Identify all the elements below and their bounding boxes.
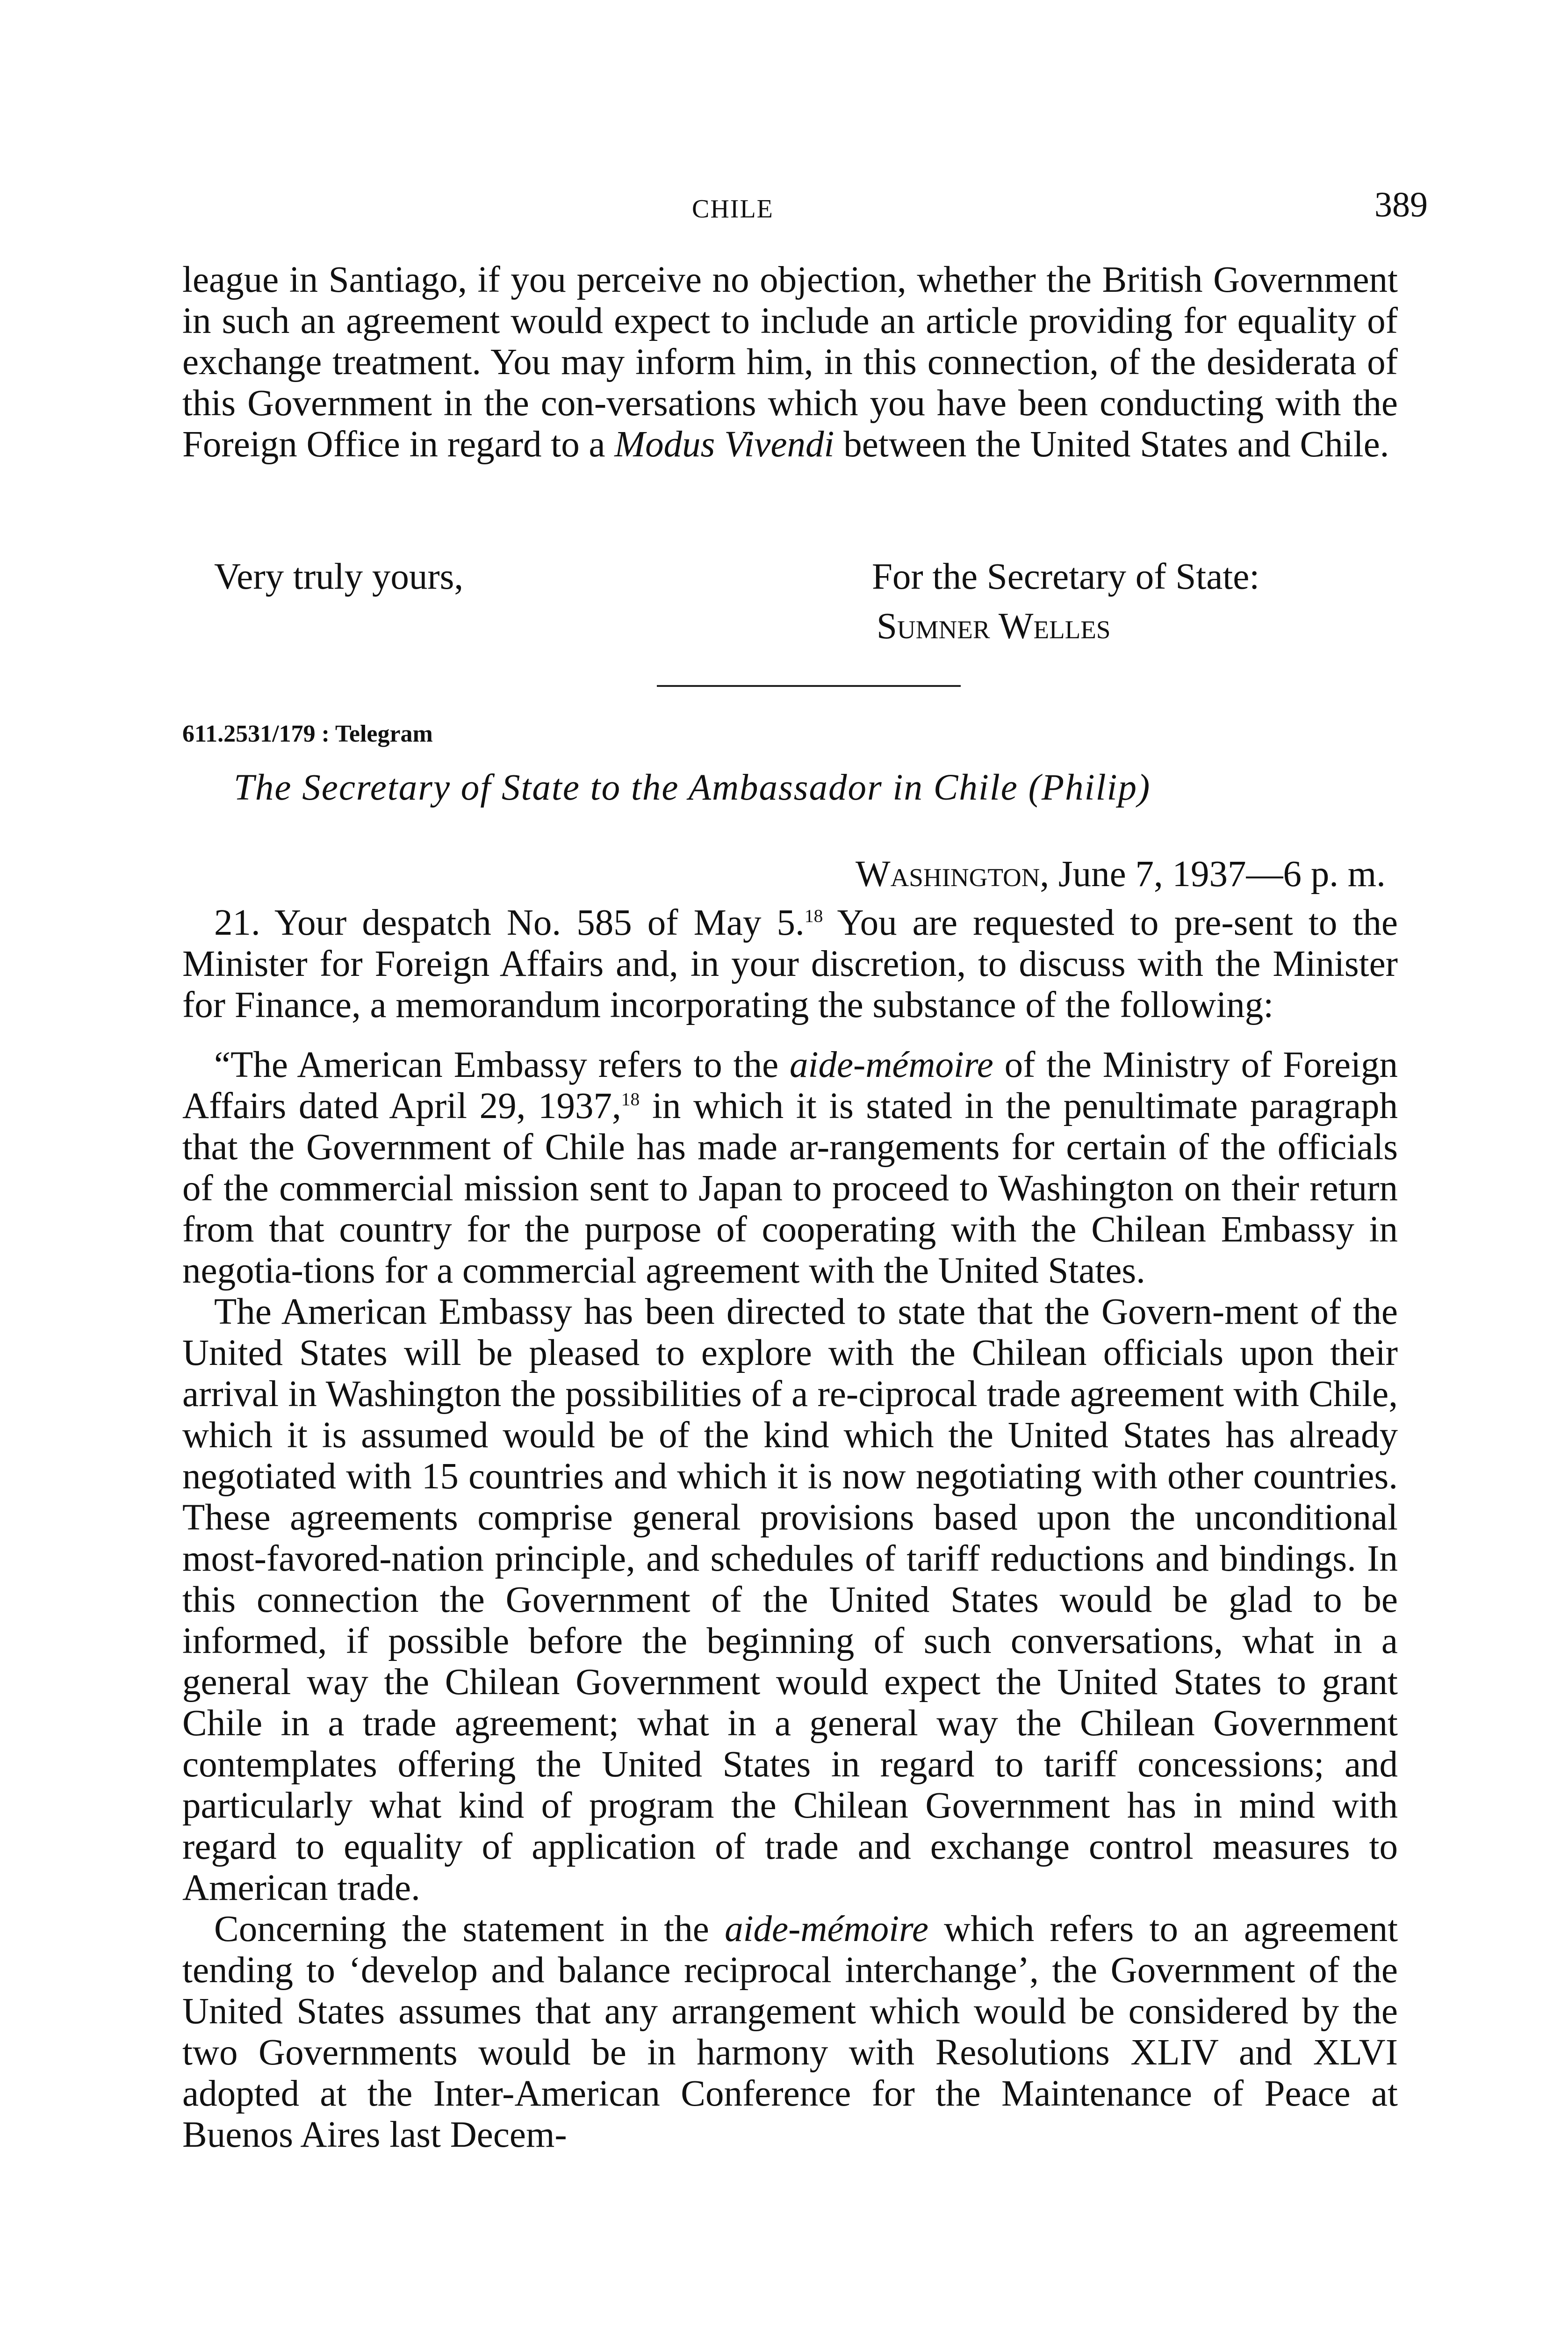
quote1-rest: in which it is stated in the penultimate paragraph that the Government of Chile has made ar-rangements for certain of the officials of the commercial mission sent to Japan to proceed to Washington on their return from that country for the purpose of cooperating with the Chilean Embassy in negotia-tions for a commercial agreement with the United States. bbox=[182, 1086, 1398, 1291]
signature: Sumner Welles bbox=[877, 606, 1111, 647]
for-secretary-line: For the Secretary of State: bbox=[872, 556, 1260, 597]
intro-text-end: between the United States and Chile. bbox=[843, 424, 1389, 465]
aide-memoire-phrase: aide-mémoire bbox=[725, 1909, 928, 1949]
intro-paragraph bbox=[182, 260, 1398, 465]
quote-paragraph-1 bbox=[182, 1045, 1398, 1292]
quote2-text: The American Embassy has been directed to state that the Govern-ment of the United States will be pleased to explore with the Chilean officials upon their arrival in Washington the possibilities of a re-ciprocal trade agreement with Chile, which it is assumed would be of the kind which the United States has already negotiated with 15 countries and which it is now negotiating with other countries. These agreements comprise general provisions based upon the unconditional most-favored-nation principle, and schedules of tariff reductions and bindings. In this connection the Government of the United States would be glad to be informed, if possible before the beginning of such conversations, what in a general way the Chilean Government would expect the United States to grant Chile in a trade agreement; what in a general way the Chilean Government contemplates offering the United States in regard to tariff concessions; and particularly what kind of program the Chilean Government has in mind with regard to equality of application of trade and exchange control measures to American trade. bbox=[182, 1292, 1398, 1908]
intro-text: league in Santiago, if you perceive no objection, whether the British Government in such an agreement would expect to include an article providing for equality of exchange treatment. You may inform him, in this connection, of the desiderata of this Government in the con-versations which you have been conducting with the Foreign Office in regard to a bbox=[182, 260, 1398, 465]
quote1-mid: of the Ministry of Foreign Affairs dated April 29, 1937, bbox=[182, 1045, 1398, 1126]
quote-paragraph-2 bbox=[182, 1292, 1398, 1909]
aide-memoire-phrase: aide-mémoire bbox=[790, 1045, 993, 1085]
dateline-place: Washington, bbox=[856, 854, 1050, 895]
telegram-body bbox=[182, 902, 1398, 2156]
footnote-marker: 18 bbox=[621, 1089, 640, 1110]
dateline bbox=[856, 853, 1386, 895]
quote3-rest: which refers to an agreement tending to ‘develop and balance reciprocal interchange’, the Government of the United States assumes that any arrangement which would be considered by the two Governments would be in harmony with Resolutions XLIV and XLVI adopted at the Inter-American Conference for the Maintenance of Peace at Buenos Aires last Decem- bbox=[182, 1909, 1398, 2155]
quote-paragraph-3 bbox=[182, 1909, 1398, 2156]
telegram-paragraph-1 bbox=[182, 902, 1398, 1026]
salutation: Very truly yours, bbox=[214, 556, 464, 597]
dateline-date: June 7, 1937—6 p. m. bbox=[1058, 854, 1386, 895]
modus-vivendi-phrase: Modus Vivendi bbox=[614, 424, 834, 465]
telegram-p1-rest: You are requested to pre-sent to the Minister for Foreign Affairs and, in your discretion, to discuss with the Minister for Finance, a memorandum incorporating the substance of the following: bbox=[182, 902, 1398, 1025]
footnote-marker: 18 bbox=[804, 905, 823, 926]
page-number: 389 bbox=[1374, 185, 1428, 224]
running-header-title: CHILE bbox=[692, 195, 774, 224]
file-reference: 611.2531/179 : Telegram bbox=[182, 721, 433, 747]
quote1-start: “The American Embassy refers to the bbox=[214, 1045, 779, 1085]
section-divider bbox=[657, 685, 961, 687]
telegram-p1-start: 21. Your despatch No. 585 of May 5. bbox=[214, 902, 805, 943]
document-heading: The Secretary of State to the Ambassador in Chile (Philip) bbox=[234, 767, 1151, 808]
quote3-start: Concerning the statement in the bbox=[214, 1909, 709, 1949]
